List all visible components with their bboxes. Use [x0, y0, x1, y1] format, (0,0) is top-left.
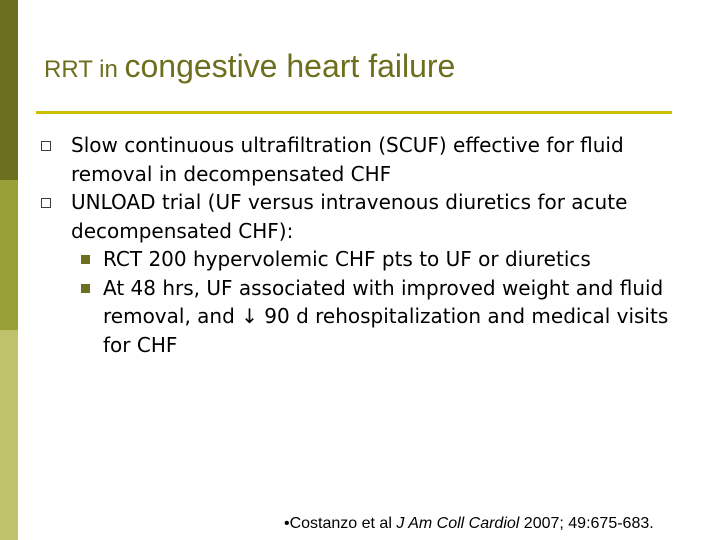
- sidebar-band-light: [0, 330, 18, 540]
- bullet-text: UNLOAD trial (UF versus intravenous diuretics for acute decompensated CHF):: [71, 190, 628, 243]
- sub-bullet-item: [71, 245, 680, 274]
- slide-body: [40, 131, 680, 359]
- slide-title-main: congestive heart failure: [124, 48, 456, 84]
- sub-bullet-text: RCT 200 hypervolemic CHF pts to UF or diuretics: [103, 247, 591, 271]
- slide-title: [44, 48, 455, 85]
- bullet-item: [40, 131, 680, 188]
- filled-square-bullet-icon: [81, 255, 90, 264]
- sub-bullet-item: [71, 274, 680, 360]
- citation: [284, 515, 654, 533]
- bullet-item: [40, 188, 680, 245]
- citation-journal: J Am Coll Cardiol: [396, 515, 520, 532]
- bullet-text: Slow continuous ultrafiltration (SCUF) effective for fluid removal in decompensated CHF: [71, 133, 624, 186]
- citation-authors: •Costanzo et al: [284, 515, 392, 532]
- hollow-square-bullet-icon: [41, 141, 51, 151]
- slide-title-prefix: RRT in: [44, 56, 125, 83]
- sidebar-band-dark: [0, 0, 18, 180]
- sub-bullet-list: [71, 245, 680, 359]
- hollow-square-bullet-icon: [41, 198, 51, 208]
- citation-details: 2007; 49:675-683.: [523, 515, 654, 532]
- title-underline: [36, 111, 672, 114]
- filled-square-bullet-icon: [81, 284, 90, 293]
- sub-bullet-text: At 48 hrs, UF associated with improved weight and fluid removal, and ↓ 90 d rehospitalization and medical visits for CHF: [103, 275, 669, 357]
- sidebar-band-mid: [0, 180, 18, 330]
